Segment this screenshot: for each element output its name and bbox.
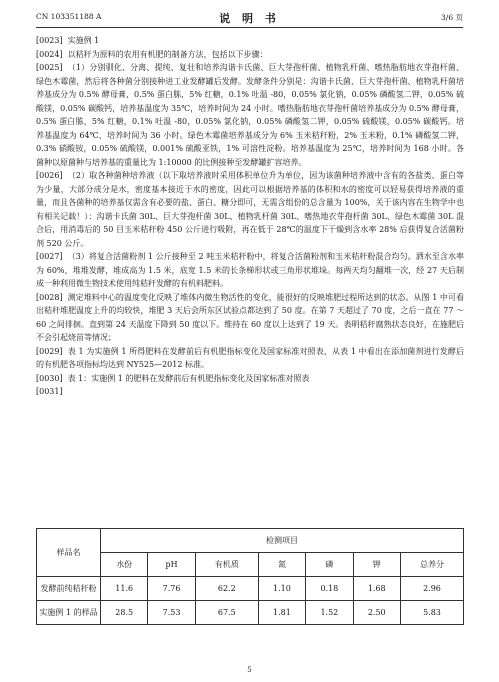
paragraph-text: 表 1 为实施例 1 所得肥料在发酵前后有机肥指标变化及国家标准对照表，从表 1 中看出在添加菌剂进行发酵后的有机肥各项指标均达到 NY525—2012 标准。	[36, 346, 464, 369]
paragraph-tag: [0026]	[36, 171, 63, 180]
patent-number: CN 103351188 A	[36, 12, 102, 21]
column-header: 有机质	[195, 553, 258, 577]
table-cell: 5.83	[400, 601, 463, 625]
document-body	[36, 34, 464, 399]
table-cell: 67.5	[195, 601, 258, 625]
paragraph-text: 表 1：实施例 1 的肥料在发酵前后有机肥指标变化及国家标准对照表	[67, 373, 310, 383]
paragraph	[36, 250, 464, 291]
paragraph-tag: [0025]	[36, 63, 63, 72]
paragraph-tag: [0023]	[36, 36, 63, 45]
paragraph	[36, 169, 464, 250]
table-cell: 1.68	[353, 577, 400, 601]
paragraph-text: （3）将复合活菌粉剂 1 公斤接种至 2 吨玉米秸秆粉中，将复合活菌粉剂和玉米秸秆粉混合均匀。洒水至含水率为 60%，堆堆发酵，堆成高为 1.5 米，底宽 1.5 米的长条梯形状或三角形状堆垛。每两天均匀翻堆一次，经 27 天后制成一种利用微生物技术使用纯秸秆发酵的有机料肥料。	[36, 252, 464, 288]
paragraph	[36, 345, 464, 372]
group-header-cell: 检测项目	[101, 529, 464, 553]
paragraph	[36, 372, 464, 386]
paragraph-tag: [0030]	[36, 373, 63, 383]
table-column-row	[37, 553, 464, 577]
table-cell: 11.6	[101, 577, 148, 601]
table-header-row	[37, 529, 464, 553]
table-cell: 7.53	[148, 601, 195, 625]
sample-name-cell: 实施例 1 的样品	[37, 601, 101, 625]
footer-page-number: 5	[247, 666, 252, 674]
paragraph	[36, 291, 464, 345]
table-row	[37, 601, 464, 625]
paragraph	[36, 48, 464, 62]
paragraph-text: 以秸秆为原料的农用有机肥的制备方法，包括以下步骤：	[67, 49, 268, 59]
paragraph-tag: [0028]	[36, 292, 63, 302]
column-header: 氮	[258, 553, 305, 577]
table-cell: 28.5	[101, 601, 148, 625]
paragraph-text: 实施例 1	[67, 36, 100, 45]
table-cell: 7.76	[148, 577, 195, 601]
sample-name-cell: 发酵前纯秸秆粉	[37, 577, 101, 601]
indicator-table	[36, 528, 464, 625]
page-footer	[0, 666, 499, 674]
table-cell: 1.10	[258, 577, 305, 601]
page-indicator: 3/6 页	[441, 13, 463, 22]
paragraph	[36, 385, 464, 399]
paragraph-text: （1）分别驯化、分离、提纯、复壮和培养沟谐卡氏菌、巨大芽孢杆菌、植物乳杆菌、嗜热脂肪地衣芽孢杆菌、绿色木霉菌，然后将各种菌分别接种进工业发酵罐后发酵。发酵条件分别是：沟谐卡氏菌、巨大芽孢杆菌、植物乳杆菌培养基成分为 0.5% 酵母膏，0.5% 蛋白胨，5% 红糖，0.1% 吐温 -80，0.05% 氯化钠，0.05% 磷酸氢二钾，0.05% 硫酸镁，0.05% 碳酸钙，培养基温度为 35℃，培养时间为 24 小时。嗜热脂肪地衣芽孢杆菌培养基成分为 0.5% 酵母膏，0.5% 蛋白胨，5% 红糖，0.1% 吐温 -80，0.05% 氯化钠，0.05% 磷酸氢二钾，0.05% 硫酸镁，0.05% 碳酸钙。培养基温度为 64℃，培养时间为 36 小时。绿色木霉菌培养基成分为 6% 玉米秸秆粉，2% 玉米粉，0.1% 磷酸氢二钾，0.3% 硝酸铵，0.05% 硫酸镁，0.001% 硫酸亚铁，1% 可溶性淀粉。培养基温度为 25℃，培养时间为 168 小时。各菌种以原菌种与培养基的重量比为 1:10000 的比例接种至发酵罐扩容培养。	[36, 63, 464, 167]
page-header	[36, 10, 463, 28]
paragraph-tag: [0029]	[36, 346, 63, 356]
table-cell: 1.81	[258, 601, 305, 625]
column-header: pH	[148, 553, 195, 577]
column-header: 磷	[306, 553, 353, 577]
column-header: 钾	[353, 553, 400, 577]
table-cell: 1.52	[306, 601, 353, 625]
table-row	[37, 577, 464, 601]
document-title: 说 明 书	[219, 12, 280, 25]
paragraph-tag: [0027]	[36, 252, 63, 261]
column-header: 水份	[101, 553, 148, 577]
paragraph-text: 测定堆料中心的温度变化反映了堆体内微生物活性的变化，能很好的反映堆肥过程所达到的状态。从图 1 中可看出秸秆堆肥温度上升的均较快，堆肥 3 天后会所东区试验点都达到了 50 度。在第 7 天超过了 70 度，之后一直在 77 ～ 60 之间徘徊。直到第 24 天温度下降到 50 度以下。维持在 60 度以上达到了 19 天。表明秸秆腐熟状态良好，在施肥后不会引起烧苗等情况；	[36, 292, 464, 342]
paragraph-text: （2）取各种菌种培养液（以下取培养液时采用体积单位升为单位，因为该菌种培养液中含有的各盐类、蛋白等为少量，大部分成分是水，密度基本接近于水的密度，因此可以根据培养基的体积和水的密度可以轻易获得培养液的重量，而且各菌种的培养基仅需含有必要的盐、蛋白、糖分即可，无需含组份的总含量为 100%，关于该内容在生物学中也有相关记载！）：沟谐卡氏菌 30L、巨大芽孢杆菌 30L、植物乳杆菌 30L、嗜热地衣芽孢杆菌 30L、绿色木霉菌 30L 混合后，用消毒后的 50 目玉米秸秆粉 450 公斤进行吸附，再在低于 28℃的温度下干燥到含水率 28% 后获得复合活菌粉剂 520 公斤。	[36, 171, 464, 248]
paragraph	[36, 34, 464, 48]
paragraph-tag: [0031]	[36, 387, 63, 396]
column-header: 总养分	[400, 553, 463, 577]
table-cell: 2.50	[353, 601, 400, 625]
row-header-cell: 样品名	[37, 529, 101, 577]
table-cell: 62.2	[195, 577, 258, 601]
table-cell: 2.96	[400, 577, 463, 601]
table-cell: 0.18	[306, 577, 353, 601]
paragraph-tag: [0024]	[36, 49, 63, 59]
paragraph	[36, 61, 464, 169]
